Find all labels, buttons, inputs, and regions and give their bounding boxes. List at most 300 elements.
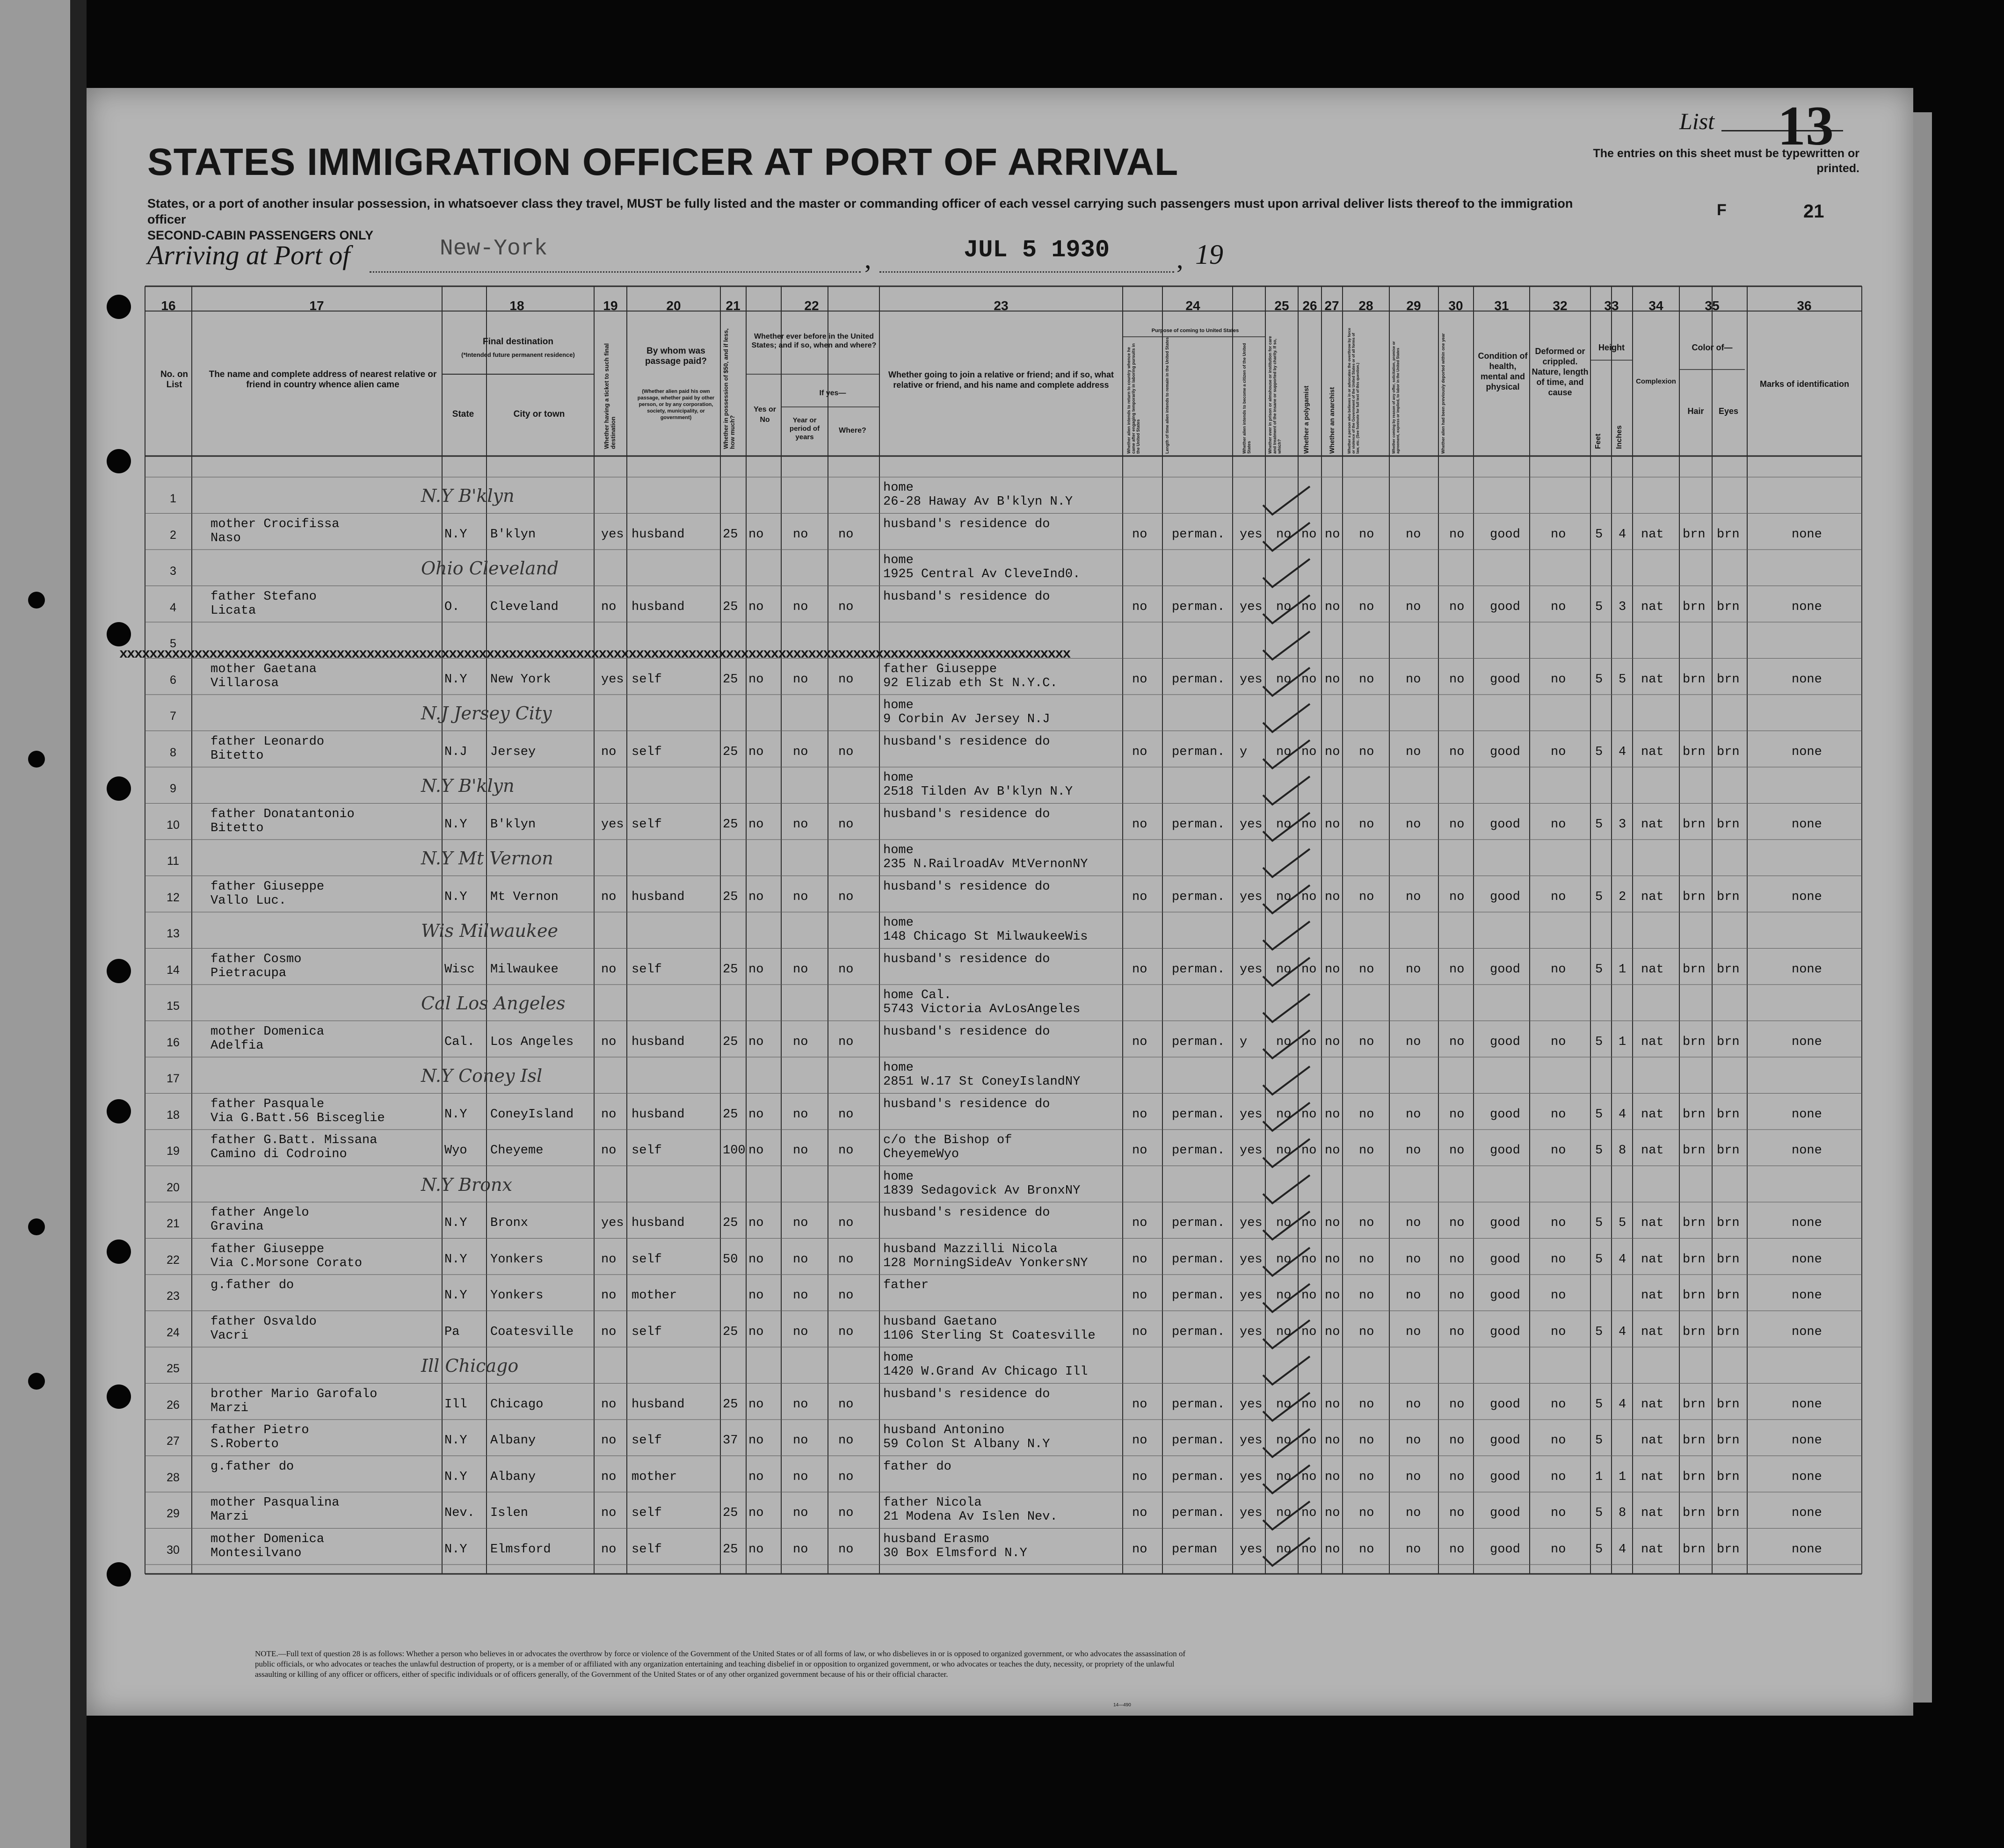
cell-money: 25 [723,817,738,832]
cell-city: Chicago [490,1397,544,1412]
cell-c27: no [1325,745,1340,759]
cell-c30: no [1449,890,1465,904]
cell-c27: no [1325,1252,1340,1267]
cell-c28: no [1359,1397,1374,1412]
cell-health: good [1490,962,1520,977]
cell-rel1: father Leonardo [211,734,325,749]
cell-hair: brn [1683,1470,1706,1484]
cell-money: 50 [723,1252,738,1267]
header-ever-prison: Whether ever in prison or almshouse or institution for care and treatment of the insane or supported by charity. If so, which? [1268,336,1282,454]
cell-c29: no [1406,600,1421,614]
punch-hole [107,622,131,646]
cell-c27: no [1325,1470,1340,1484]
cell-health: good [1490,1107,1520,1122]
row-number: 21 [167,1217,180,1230]
cell-money: 25 [723,672,738,687]
cell-c26: no [1301,1470,1317,1484]
cell-p1: no [1132,1506,1147,1520]
row-number: 8 [170,746,176,759]
handwritten-destination: Wis Milwaukee [421,920,558,941]
row-number: 6 [170,673,176,687]
cell-yn: no [748,1035,764,1049]
cell-p1: no [1132,745,1147,759]
cell-p2: perman. [1172,527,1225,542]
handwritten-destination: Ill Chicago [421,1355,519,1376]
cell-join1: home [883,1351,914,1365]
cell-p1: no [1132,672,1147,687]
cell-p2: perman. [1172,1252,1225,1267]
cell-city: Mt Vernon [490,890,559,904]
cell-state: Wisc [444,962,475,977]
cell-where: no [838,1144,854,1158]
column-number: 24 [1185,298,1200,313]
cell-yn: no [748,1289,764,1303]
cell-deformed: no [1551,890,1566,904]
cell-marks: none [1792,1107,1822,1122]
cell-city: Milwaukee [490,962,559,977]
cell-c27: no [1325,890,1340,904]
cell-c26: no [1301,1397,1317,1412]
cell-rel2: Bitetto [211,748,264,763]
check-mark [1263,776,1310,804]
cell-c27: no [1325,672,1340,687]
cell-p2: perman. [1172,1506,1225,1520]
cell-c25: no [1276,1289,1292,1303]
column-number: 20 [666,298,681,313]
cell-eyes: brn [1717,527,1740,542]
cell-p3: yes [1240,1289,1263,1303]
cell-state: N.Y [444,1107,467,1122]
row-number: 7 [170,710,176,723]
cell-p2: perman. [1172,817,1225,832]
cell-eyes: brn [1717,1542,1740,1557]
cell-ft: 5 [1595,1035,1603,1049]
cell-ticket: yes [601,672,624,687]
row-number: 4 [170,601,176,614]
cell-health: good [1490,1144,1520,1158]
header-ever-before: Whether ever before in the United States; and if so, when and where? [751,333,877,349]
cell-hair: brn [1683,1542,1706,1557]
cell-marks: none [1792,527,1822,542]
cell-deformed: no [1551,962,1566,977]
cell-marks: none [1792,1216,1822,1230]
cell-eyes: brn [1717,1107,1740,1122]
cell-c27: no [1325,527,1340,542]
cell-c29: no [1406,1325,1421,1339]
punch-hole [107,959,131,983]
cell-join1: father do [883,1459,951,1474]
cell-rel1: mother Crocifissa [211,517,340,531]
cell-in: 4 [1619,1397,1626,1412]
cell-c26: no [1301,745,1317,759]
cell-health: good [1490,745,1520,759]
cell-eyes: brn [1717,600,1740,614]
cell-c28: no [1359,962,1374,977]
subtitle-line: States, or a port of another insular possession, in whatsoever class they travel, MUST be fully listed and the master or commanding officer of each vessel carrying such passengers must upon arrival deliver lists thereof to the immigration officer [147,196,1573,226]
cell-rel2: Vacri [211,1328,249,1343]
punch-hole [107,1239,131,1264]
cell-c28: no [1359,1325,1374,1339]
check-mark [1263,921,1310,949]
punch-hole [107,449,131,473]
cell-ticket: no [601,1470,617,1484]
row-number: 1 [170,492,176,505]
cell-yr: no [793,1144,808,1158]
cell-city: Bronx [490,1216,529,1230]
cell-join2: 128 MorningSideAv YonkersNY [883,1256,1088,1270]
cell-ft: 5 [1595,1107,1603,1122]
cell-ft: 5 [1595,1325,1603,1339]
cell-p1: no [1132,890,1147,904]
cell-join1: husband's residence do [883,589,1050,604]
cell-rel1: mother Domenica [211,1532,325,1546]
header-anarchist: Whether an anarchist [1328,387,1336,454]
cell-paid: husband [632,1216,685,1230]
cell-deformed: no [1551,1144,1566,1158]
header-hair: Hair [1687,406,1704,416]
cell-c28: no [1359,1470,1374,1484]
cell-join1: husband Mazzilli Nicola [883,1242,1058,1256]
cell-where: no [838,890,854,904]
column-number: 29 [1406,298,1421,313]
row-number: 10 [167,818,180,832]
cell-ft: 5 [1595,1252,1603,1267]
cell-state: Nev. [444,1506,475,1520]
cell-p3: yes [1240,1470,1263,1484]
header-year-period: Year or period of years [789,416,820,441]
column-number: 25 [1274,298,1289,313]
cell-c28: no [1359,1216,1374,1230]
cell-c25: no [1276,962,1292,977]
cell-c28: no [1359,1506,1374,1520]
column-number: 36 [1797,298,1812,313]
cell-ticket: no [601,1506,617,1520]
cell-in: 5 [1619,672,1626,687]
cell-rel2: Bitetto [211,821,264,835]
cell-c29: no [1406,1542,1421,1557]
cell-c28: no [1359,1289,1374,1303]
cell-p2: perman. [1172,1216,1225,1230]
cell-state: O. [444,600,460,614]
cell-ticket: no [601,1289,617,1303]
cell-c26: no [1301,1252,1317,1267]
cell-hair: brn [1683,1434,1706,1448]
cell-c25: no [1276,890,1292,904]
cell-money: 25 [723,1035,738,1049]
check-mark [1263,1356,1310,1384]
column-number: 18 [509,298,524,313]
cell-rel2: Via C.Morsone Corato [211,1256,363,1270]
cell-in: 4 [1619,745,1626,759]
cell-p2: perman. [1172,1144,1225,1158]
cell-money: 25 [723,1542,738,1557]
cell-p2: perman. [1172,672,1225,687]
cell-p1: no [1132,1397,1147,1412]
cell-city: ConeyIsland [490,1107,574,1122]
cell-rel1: g.father do [211,1459,294,1474]
cell-c28: no [1359,1035,1374,1049]
cell-eyes: brn [1717,1397,1740,1412]
cell-c26: no [1301,600,1317,614]
cell-health: good [1490,1542,1520,1557]
cell-p3: yes [1240,600,1263,614]
check-mark [1263,486,1310,515]
cell-city: Jersey [490,745,536,759]
cell-rel2: Montesilvano [211,1546,302,1560]
cell-deformed: no [1551,745,1566,759]
cell-paid: mother [632,1470,677,1484]
cell-money: 25 [723,1325,738,1339]
row-number: 2 [170,528,176,542]
column-number: 23 [994,298,1009,313]
row-number: 14 [167,963,180,977]
cell-yr: no [793,890,808,904]
cell-c29: no [1406,527,1421,542]
cell-c26: no [1301,672,1317,687]
row-number: 15 [167,1000,180,1013]
cell-rel1: father Pasquale [211,1097,325,1111]
cell-c25: no [1276,1107,1292,1122]
cell-p3: yes [1240,1434,1263,1448]
cell-paid: self [632,1434,662,1448]
cell-join2: 26-28 Haway Av B'klyn N.Y [883,495,1073,509]
cell-comp: nat [1641,1144,1664,1158]
cell-c25: no [1276,1470,1292,1484]
cell-comp: nat [1641,527,1664,542]
cell-p1: no [1132,1216,1147,1230]
cell-comp: nat [1641,1506,1664,1520]
cell-yn: no [748,962,764,977]
cell-join1: home [883,698,914,712]
cell-c28: no [1359,672,1374,687]
cell-hair: brn [1683,1325,1706,1339]
cell-join2: CheyemeWyo [883,1147,959,1161]
cell-ft: 5 [1595,962,1603,977]
cell-rel2: Licata [211,603,256,618]
cell-yn: no [748,1470,764,1484]
cell-c25: no [1276,1216,1292,1230]
cell-yr: no [793,1035,808,1049]
cell-comp: nat [1641,745,1664,759]
cell-state: N.Y [444,1434,467,1448]
header-where: Where? [839,427,866,435]
cell-eyes: brn [1717,672,1740,687]
cell-where: no [838,1434,854,1448]
cell-paid: self [632,1506,662,1520]
cell-paid: husband [632,1397,685,1412]
column-number: 27 [1324,298,1339,313]
cell-c30: no [1449,1506,1465,1520]
cell-state: N.Y [444,890,467,904]
cell-ticket: yes [601,1216,624,1230]
cell-in: 5 [1619,1216,1626,1230]
cell-ticket: no [601,1397,617,1412]
cell-city: Yonkers [490,1289,544,1303]
cell-rel2: Naso [211,531,241,545]
cell-join1: home [883,481,914,495]
cell-marks: none [1792,1397,1822,1412]
cell-c26: no [1301,890,1317,904]
cell-p2: perman. [1172,745,1225,759]
cell-ft: 5 [1595,600,1603,614]
header-complexion: Complexion [1636,377,1676,385]
cell-ticket: no [601,962,617,977]
cell-c29: no [1406,817,1421,832]
cell-c27: no [1325,1144,1340,1158]
cell-p2: perman. [1172,1289,1225,1303]
cell-in: 3 [1619,600,1626,614]
cell-where: no [838,672,854,687]
cell-yn: no [748,1252,764,1267]
arriving-label: Arriving at Port of [147,240,350,270]
cell-p1: no [1132,527,1147,542]
cell-yr: no [793,1506,808,1520]
cell-paid: husband [632,527,685,542]
column-number: 34 [1648,298,1663,313]
cell-ft: 5 [1595,817,1603,832]
cell-rel1: mother Pasqualina [211,1496,340,1510]
sheet-ref-left: F [1717,201,1727,219]
year-prefix: 19 [1195,239,1223,270]
cell-yr: no [793,817,808,832]
cell-c30: no [1449,817,1465,832]
row-number: 20 [167,1181,180,1194]
cell-eyes: brn [1717,1289,1740,1303]
cell-c28: no [1359,600,1374,614]
cell-c29: no [1406,1397,1421,1412]
cell-eyes: brn [1717,1506,1740,1520]
cell-ft: 5 [1595,1434,1603,1448]
cell-deformed: no [1551,1289,1566,1303]
cell-comp: nat [1641,817,1664,832]
cell-state: N.Y [444,817,467,832]
cell-marks: none [1792,1542,1822,1557]
cell-p3: yes [1240,890,1263,904]
cell-paid: self [632,1252,662,1267]
header-eyes: Eyes [1718,406,1739,416]
list-label: List [1679,108,1715,134]
cell-rel1: father Giuseppe [211,1242,325,1256]
column-number: 16 [161,298,176,313]
cell-yn: no [748,1144,764,1158]
cell-c25: no [1276,1542,1292,1557]
cell-rel2: Gravina [211,1220,264,1234]
cell-health: good [1490,672,1520,687]
cell-c28: no [1359,527,1374,542]
cell-rel1: father Giuseppe [211,879,325,894]
cell-ft: 5 [1595,672,1603,687]
cell-health: good [1490,1325,1520,1339]
cell-p1: no [1132,1144,1147,1158]
cell-p3: yes [1240,1107,1263,1122]
cell-comp: nat [1641,1035,1664,1049]
header-overthrow: Whether a person who believes in or advocates the overthrow by force or violence of the Government of the United States or of all forms of law, etc. (See footnote for full text of this question.) [1347,328,1360,454]
row-number: 28 [167,1471,180,1484]
cell-p1: no [1132,1470,1147,1484]
cell-state: Pa [444,1325,460,1339]
cell-state: N.Y [444,1470,467,1484]
cell-yr: no [793,1252,808,1267]
cell-ticket: no [601,1144,617,1158]
cell-state: N.Y [444,527,467,542]
cell-in: 8 [1619,1506,1626,1520]
cell-ticket: no [601,1107,617,1122]
cell-p3: yes [1240,672,1263,687]
row-number: 5 [170,637,176,650]
cell-c28: no [1359,817,1374,832]
port-value: New-York [440,236,548,261]
cell-marks: none [1792,600,1822,614]
handwritten-destination: N.J Jersey City [421,703,552,724]
cell-comp: nat [1641,1470,1664,1484]
cell-c29: no [1406,1434,1421,1448]
cell-state: Cal. [444,1035,475,1049]
sheet-ref: 21 [1803,201,1824,222]
cell-c28: no [1359,745,1374,759]
cell-hair: brn [1683,890,1706,904]
cell-yn: no [748,890,764,904]
header-final-destination: Final destination [483,337,553,347]
header-purpose-c: Whether alien intends to become a citizen of the United States [1242,343,1251,454]
cell-where: no [838,962,854,977]
cell-city: Elmsford [490,1542,551,1557]
column-number: 21 [726,298,741,313]
cell-p1: no [1132,1325,1147,1339]
cell-money: 25 [723,527,738,542]
cell-state: N.Y [444,1542,467,1557]
cell-city: Los Angeles [490,1035,574,1049]
row-number: 12 [167,891,180,904]
cell-health: good [1490,1252,1520,1267]
cell-marks: none [1792,1289,1822,1303]
cell-yr: no [793,1107,808,1122]
cell-join1: father Giuseppe [883,662,997,676]
cabin-class: SECOND-CABIN PASSENGERS ONLY [147,228,374,242]
cell-p2: perman. [1172,962,1225,977]
cell-comp: nat [1641,1434,1664,1448]
cell-yr: no [793,745,808,759]
cell-join1: home [883,553,914,567]
cell-join1: home [883,771,914,785]
cell-city: Islen [490,1506,529,1520]
cell-yn: no [748,527,764,542]
cell-city: Albany [490,1470,536,1484]
cell-c25: no [1276,817,1292,832]
cell-ticket: no [601,745,617,759]
cell-hair: brn [1683,527,1706,542]
cell-c27: no [1325,1289,1340,1303]
cell-where: no [838,745,854,759]
cell-join1: husband's residence do [883,952,1050,966]
cell-c30: no [1449,1289,1465,1303]
cell-deformed: no [1551,1107,1566,1122]
header-color-of: Color of— [1692,343,1733,352]
cell-p1: no [1132,600,1147,614]
cell-join2: 59 Colon St Albany N.Y [883,1437,1050,1451]
cell-c27: no [1325,1542,1340,1557]
cell-yr: no [793,1434,808,1448]
cell-comp: nat [1641,1216,1664,1230]
header-contract: Whether coming by reason of any offer, solicitation, promise or agreement, express or implied, to labor in the United States [1392,341,1400,454]
row-number: 17 [167,1072,180,1085]
cell-c30: no [1449,1252,1465,1267]
column-number: 31 [1494,298,1509,313]
cell-yr: no [793,1216,808,1230]
cell-health: good [1490,1506,1520,1520]
cell-c27: no [1325,1325,1340,1339]
page-title: STATES IMMIGRATION OFFICER AT PORT OF ARRIVAL [147,141,1179,183]
comma: , [1176,244,1184,274]
